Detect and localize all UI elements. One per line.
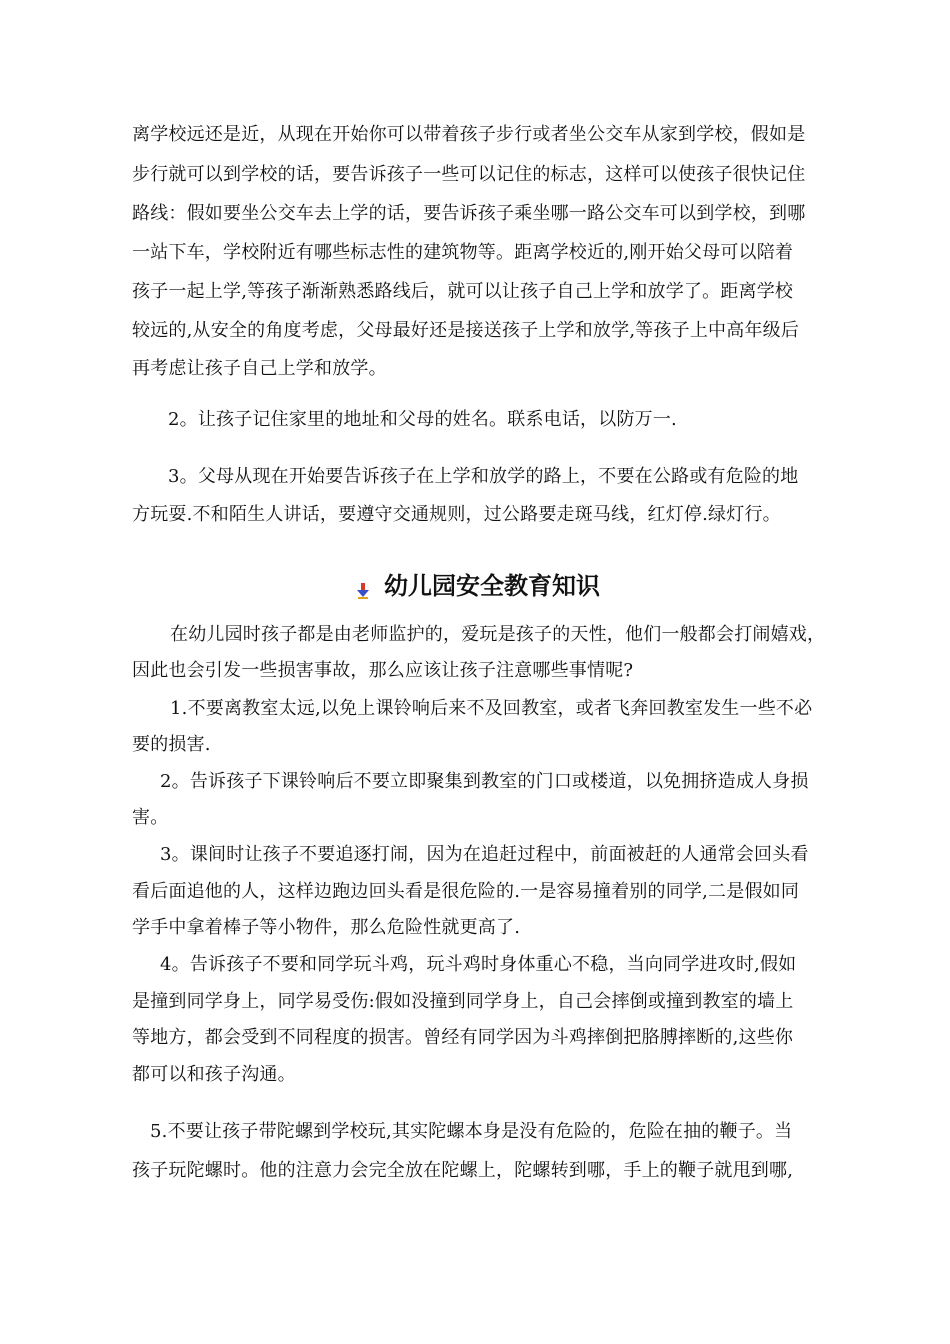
rule-4-line: 4。告诉孩子不要和同学玩斗鸡，玩斗鸡时身体重心不稳，当向同学进攻时,假如 — [160, 954, 797, 975]
rule-2-line: 2。告诉孩子下课铃响后不要立即聚集到教室的门口或楼道，以免拥挤造成人身损 — [160, 771, 809, 792]
rule-1-line: 1.不要离教室太远,以免上课铃响后来不及回教室，或者飞奔回教室发生一些不必 — [170, 698, 813, 719]
rule-3-line: 3。课间时让孩子不要追逐打闹，因为在追赶过程中，前面被赶的人通常会回头看 — [160, 844, 809, 865]
paragraph-line: 离学校远还是近，从现在开始你可以带着孩子步行或者坐公交车从家到学校，假如是 — [132, 124, 806, 145]
rule-2-line: 害。 — [132, 807, 169, 828]
rule-4-line: 都可以和孩子沟通。 — [132, 1064, 296, 1085]
rule-3-line: 看后面追他的人，这样边跑边回头看是很危险的.一是容易撞着别的同学,二是假如同 — [132, 881, 800, 902]
paragraph-line: 路线：假如要坐公交车去上学的话，要告诉孩子乘坐哪一路公交车可以到学校，到哪 — [132, 203, 806, 224]
list-item-2: 2。让孩子记住家里的地址和父母的姓名。联系电话，以防万一. — [168, 409, 677, 430]
heading-title: 幼儿园安全教育知识 — [384, 572, 600, 600]
paragraph-line: 再考虑让孩子自己上学和放学。 — [132, 358, 387, 379]
paragraph-line: 步行就可以到学校的话，要告诉孩子一些可以记住的标志，这样可以使孩子很快记住 — [132, 164, 806, 185]
paragraph-line: 一站下车，学校附近有哪些标志性的建筑物等。距离学校近的,刚开始父母可以陪着 — [132, 242, 794, 263]
list-item-3-line: 方玩耍.不和陌生人讲话，要遵守交通规则，过公路要走斑马线，红灯停.绿灯行。 — [132, 504, 781, 525]
list-item-3-line: 3。父母从现在开始要告诉孩子在上学和放学的路上，不要在公路或有危险的地 — [168, 466, 799, 487]
rule-3-line: 学手中拿着棒子等小物件，那么危险性就更高了. — [132, 917, 521, 938]
bullet-arrow-icon — [356, 578, 370, 596]
paragraph-line: 孩子一起上学,等孩子渐渐熟悉路线后，就可以让孩子自己上学和放学了。距离学校 — [132, 281, 794, 302]
rule-1-line: 要的损害. — [132, 734, 211, 755]
rule-5-line: 孩子玩陀螺时。他的注意力会完全放在陀螺上，陀螺转到哪，手上的鞭子就甩到哪, — [132, 1160, 794, 1181]
section-heading — [356, 566, 600, 601]
intro-line: 因此也会引发一些损害事故，那么应该让孩子注意哪些事情呢? — [132, 660, 634, 681]
paragraph-line: 较远的,从安全的角度考虑，父母最好还是接送孩子上学和放学,等孩子上中高年级后 — [132, 320, 800, 341]
rule-4-line: 等地方，都会受到不同程度的损害。曾经有同学因为斗鸡摔倒把胳膊摔断的,这些你 — [132, 1027, 794, 1048]
rule-4-line: 是撞到同学身上，同学易受伤:假如没撞到同学身上，自己会摔倒或撞到教室的墙上 — [132, 991, 794, 1012]
rule-5-line: 5.不要让孩子带陀螺到学校玩,其实陀螺本身是没有危险的，危险在抽的鞭子。当 — [150, 1121, 793, 1142]
intro-line: 在幼儿园时孩子都是由老师监护的，爱玩是孩子的天性，他们一般都会打闹嬉戏， — [170, 624, 826, 645]
